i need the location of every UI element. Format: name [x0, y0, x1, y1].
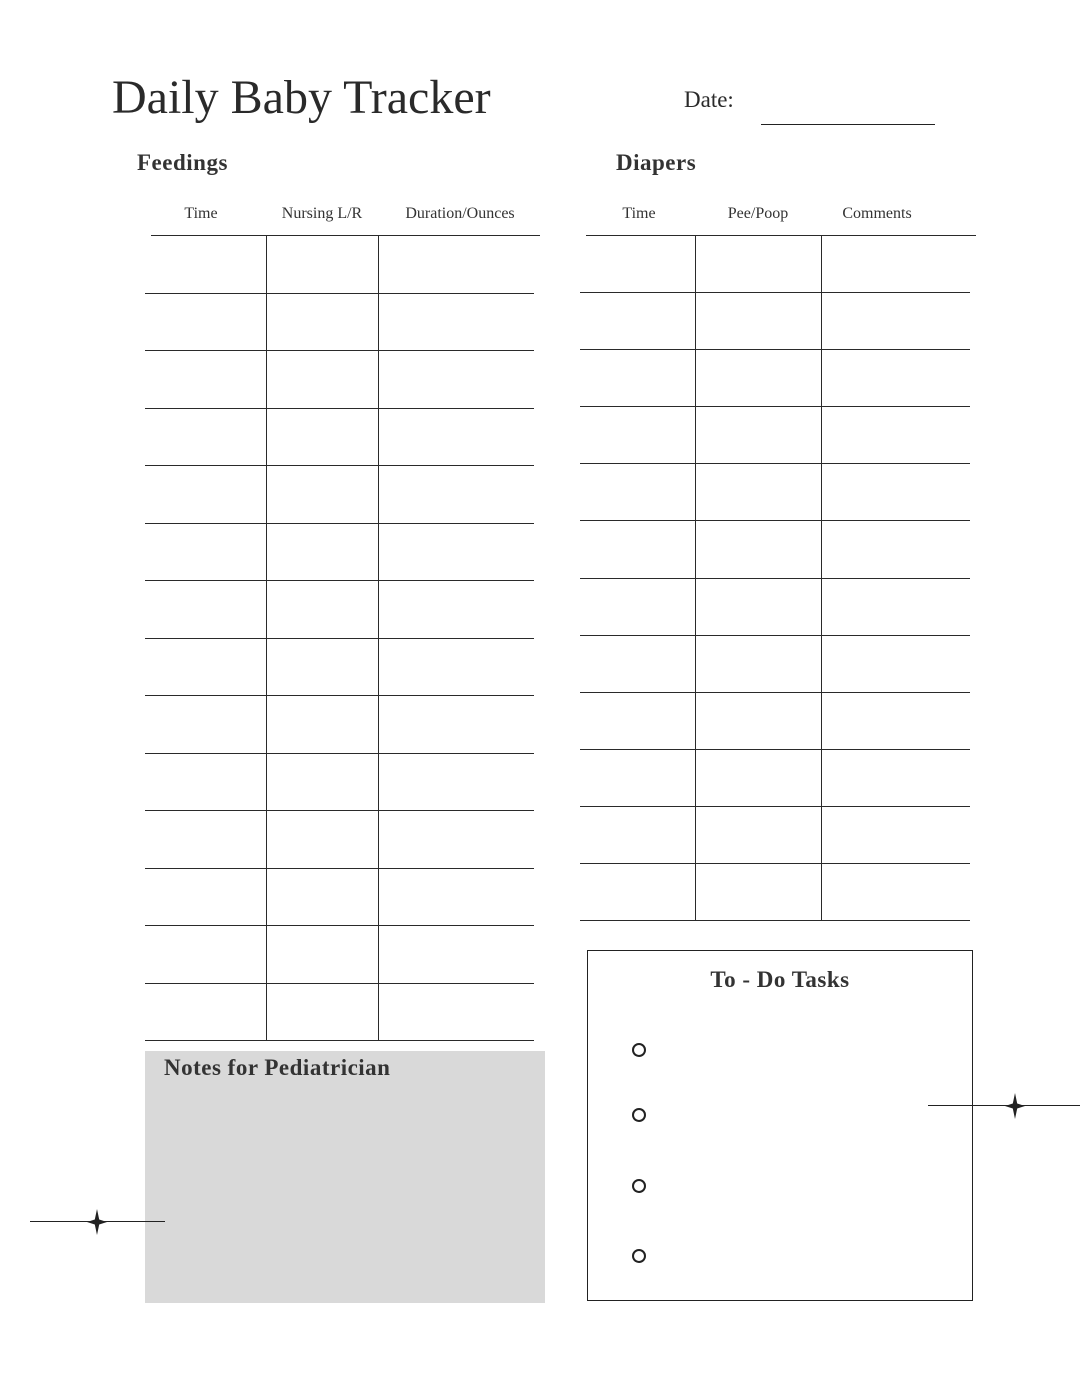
diapers-column-divider [821, 235, 822, 920]
todo-checkbox[interactable] [632, 1249, 646, 1263]
diapers-title: Diapers [616, 150, 697, 175]
diapers-row-rule [580, 635, 970, 636]
feedings-row-rule [145, 638, 534, 639]
feedings-row-rule [145, 293, 534, 294]
decorative-line-right [928, 1105, 1080, 1106]
todo-checkbox[interactable] [632, 1179, 646, 1193]
diapers-row-rule [580, 578, 970, 579]
todo-panel [587, 950, 973, 1301]
feedings-row-rule [145, 753, 534, 754]
feedings-column-divider [266, 235, 267, 1040]
diapers-row-rule [580, 806, 970, 807]
diapers-row-rule [580, 463, 970, 464]
diapers-column-divider [695, 235, 696, 920]
sparkle-icon [1005, 1093, 1025, 1119]
feedings-col-time: Time [184, 205, 218, 222]
feedings-row-rule [145, 810, 534, 811]
date-field-line[interactable] [761, 124, 935, 125]
diapers-row-rule [580, 406, 970, 407]
todo-title: To - Do Tasks [710, 967, 850, 992]
page-title: Daily Baby Tracker [112, 71, 491, 124]
date-label: Date: [684, 87, 734, 112]
diapers-col-time: Time [622, 205, 656, 222]
notes-panel[interactable] [145, 1051, 545, 1303]
diapers-row-rule [580, 692, 970, 693]
feedings-row-rule [145, 580, 534, 581]
feedings-col-duration: Duration/Ounces [405, 205, 515, 222]
diapers-row-rule [580, 349, 970, 350]
sparkle-icon [87, 1209, 107, 1235]
diapers-row-rule [580, 920, 970, 921]
feedings-row-rule [145, 695, 534, 696]
feedings-row-rule [145, 465, 534, 466]
notes-title: Notes for Pediatrician [164, 1055, 391, 1080]
feedings-header-rule [151, 235, 540, 236]
feedings-col-nursing: Nursing L/R [281, 205, 363, 222]
diapers-row-rule [580, 749, 970, 750]
feedings-row-rule [145, 868, 534, 869]
feedings-row-rule [145, 983, 534, 984]
diapers-row-rule [580, 520, 970, 521]
todo-checkbox[interactable] [632, 1043, 646, 1057]
feedings-row-rule [145, 350, 534, 351]
diapers-col-peepoop: Pee/Poop [727, 205, 789, 222]
feedings-row-rule [145, 1040, 534, 1041]
feedings-row-rule [145, 523, 534, 524]
diapers-row-rule [580, 863, 970, 864]
diapers-row-rule [580, 292, 970, 293]
todo-checkbox[interactable] [632, 1108, 646, 1122]
feedings-column-divider [378, 235, 379, 1040]
diapers-header-rule [586, 235, 976, 236]
feedings-row-rule [145, 408, 534, 409]
feedings-row-rule [145, 925, 534, 926]
diapers-col-comments: Comments [842, 205, 912, 222]
feedings-title: Feedings [137, 150, 228, 175]
